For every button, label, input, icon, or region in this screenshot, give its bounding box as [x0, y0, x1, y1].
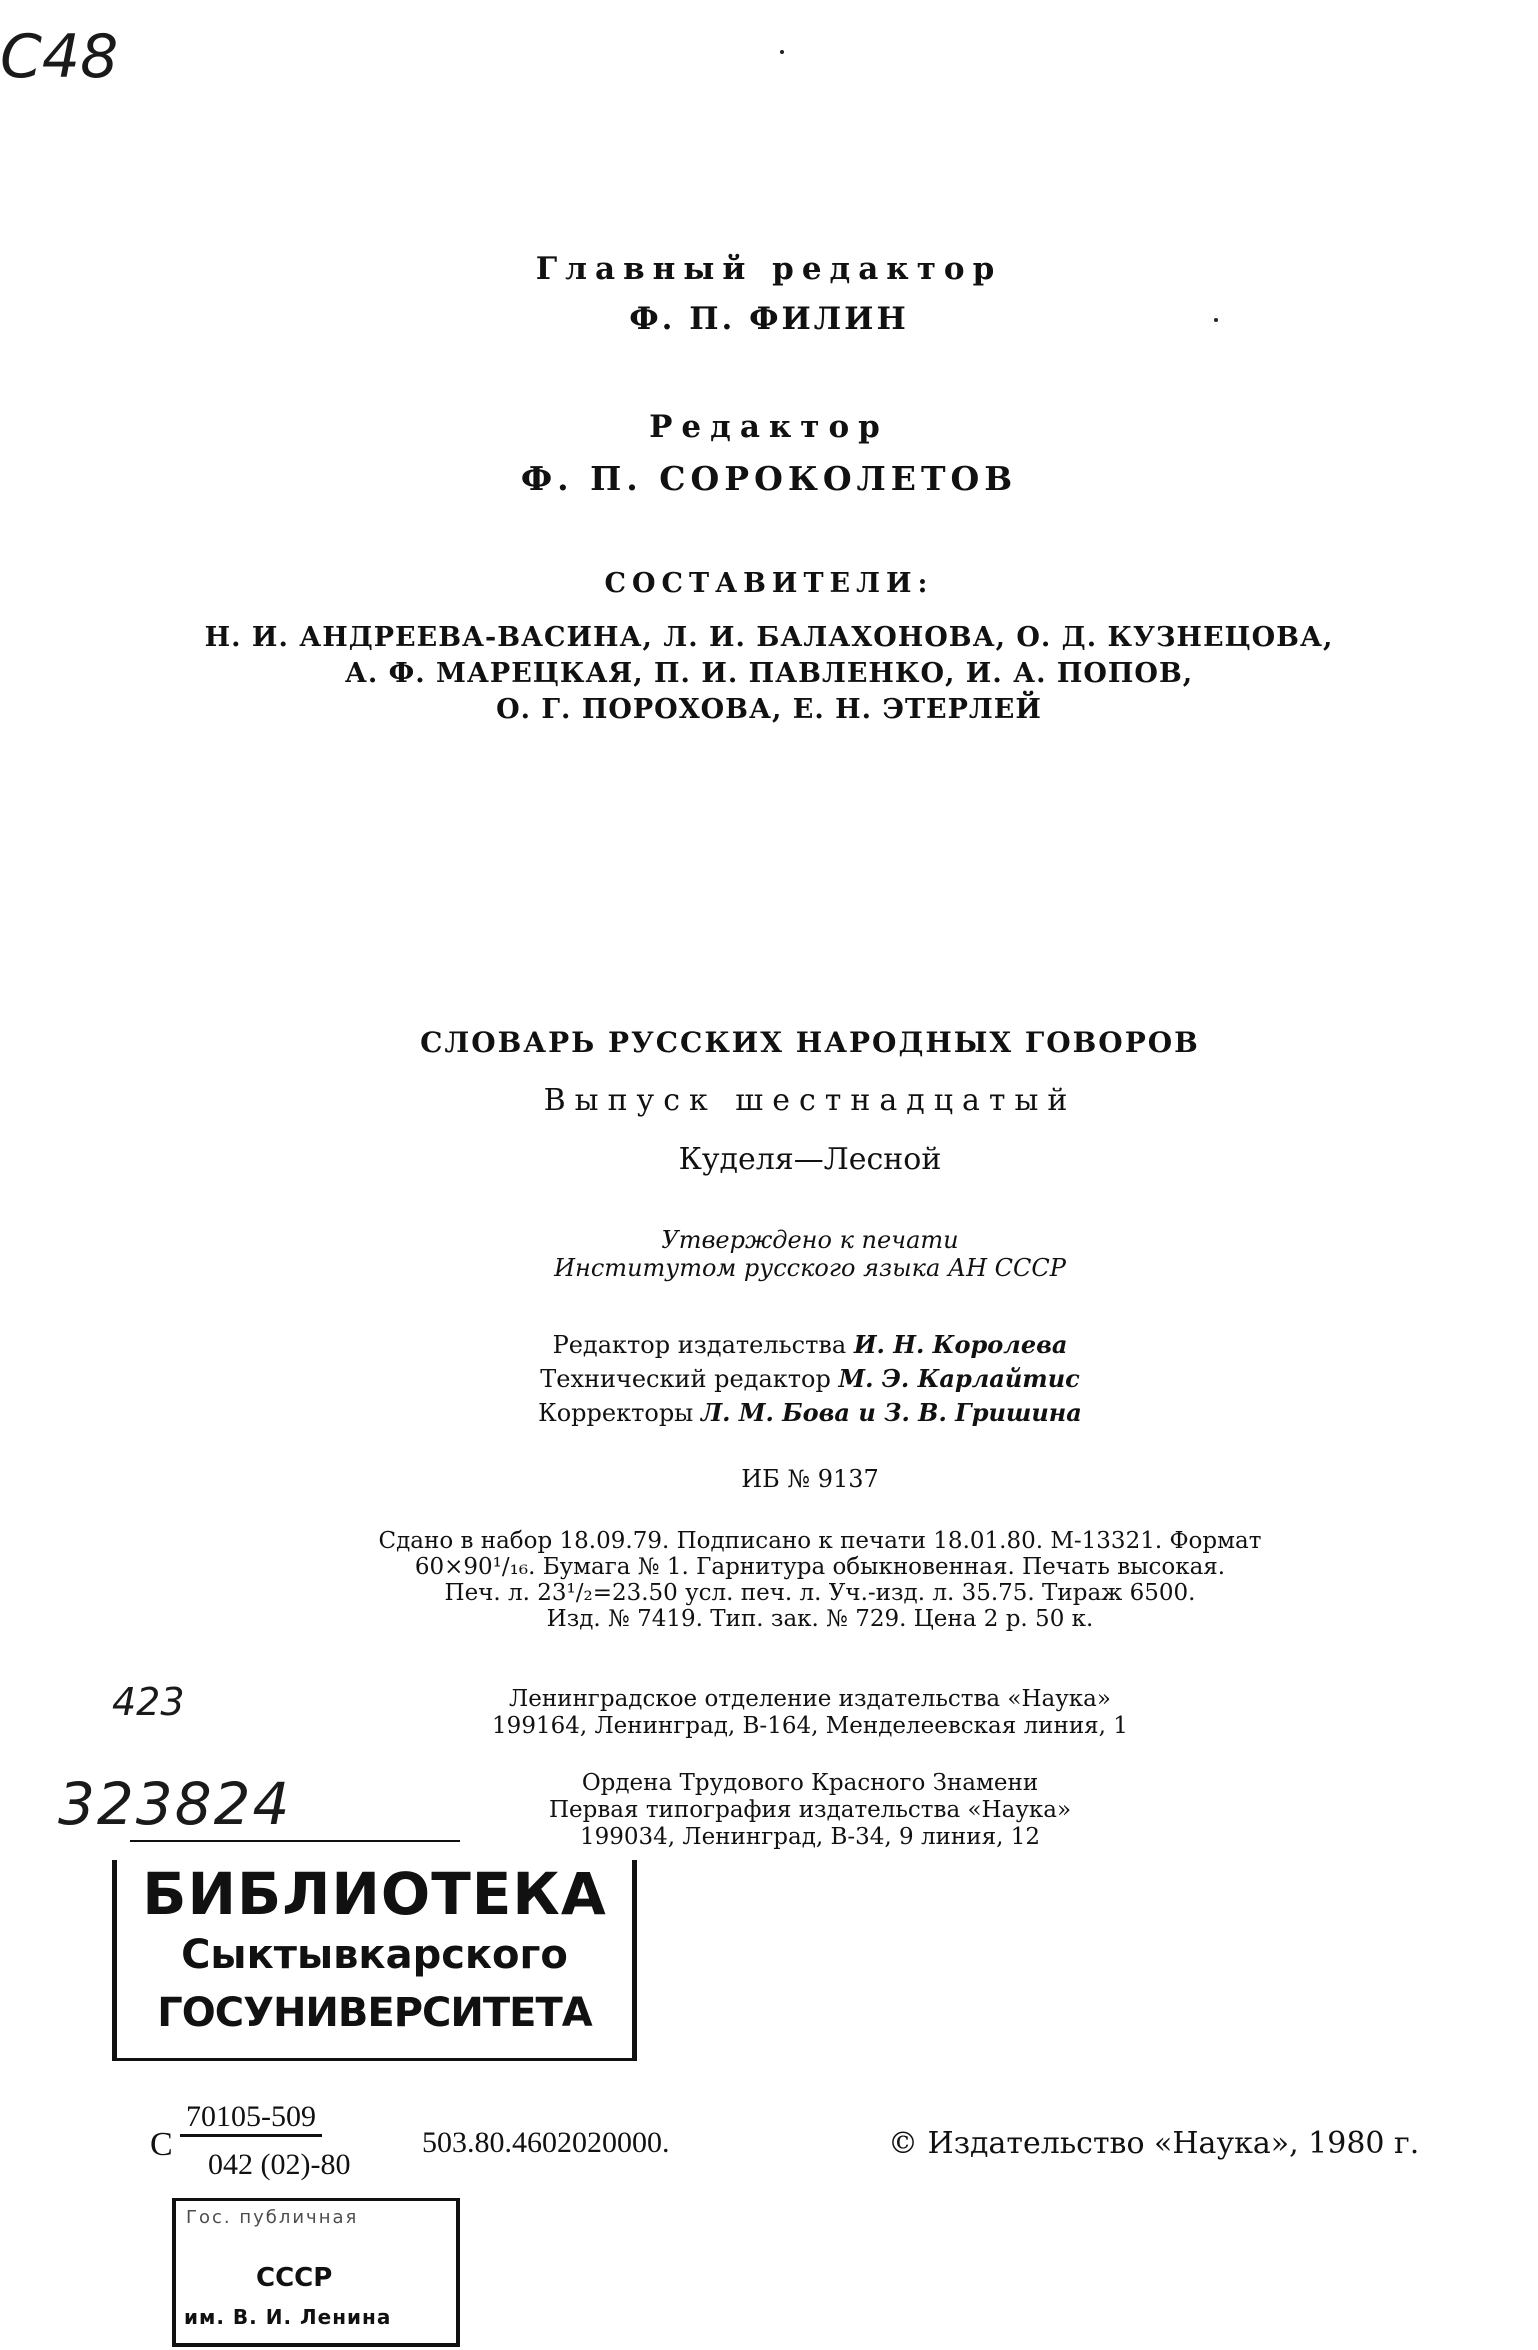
book-title: СЛОВАРЬ РУССКИХ НАРОДНЫХ ГОВОРОВ — [420, 1026, 1200, 1059]
small-stamp-line-3: им. В. И. Ленина — [184, 2305, 392, 2329]
small-stamp-line-1: Гос. публичная — [186, 2207, 359, 2228]
chief-editor-label: Главный редактор — [535, 251, 1003, 287]
small-stamp-line-2: СССР — [256, 2263, 333, 2293]
staff-publishing-editor — [0, 1330, 1538, 1360]
staff-technical-editor — [0, 1364, 1538, 1394]
editor-label: Редактор — [649, 409, 889, 445]
small-library-stamp — [172, 2198, 460, 2347]
code-prefix: С — [150, 2126, 173, 2163]
printer-line-1: Ордена Трудового Красного Знамени — [581, 1770, 1039, 1796]
compilers-line-3: О. Г. ПОРОХОВА, Е. Н. ЭТЕРЛЕЙ — [496, 694, 1042, 725]
book-range: Куделя—Лесной — [678, 1142, 942, 1177]
library-stamp-line-2: Сыктывкарского — [181, 1932, 568, 1978]
handwritten-side-mark: 423 — [112, 1680, 185, 1724]
library-stamp-line-1: БИБЛИОТЕКА — [142, 1860, 607, 1928]
code-suffix: 503.80.4602020000. — [422, 2126, 670, 2159]
printer-line-3: 199034, Ленинград, В-34, 9 линия, 12 — [580, 1824, 1040, 1850]
staff-name: Л. М. Бова и З. В. Гришина — [700, 1398, 1082, 1427]
speck — [780, 50, 784, 54]
compilers-label: СОСТАВИТЕЛИ: — [604, 568, 934, 599]
code-numerator: 70105-509 — [180, 2100, 322, 2137]
code-denominator: 042 (02)-80 — [208, 2148, 351, 2181]
publisher-line-1: Ленинградское отделение издательства «Наука» — [509, 1686, 1111, 1712]
staff-name: М. Э. Карлайтис — [838, 1364, 1080, 1393]
staff-role: Редактор издательства — [552, 1331, 847, 1359]
editor-name: Ф. П. СОРОКОЛЕТОВ — [520, 459, 1018, 498]
approval-line-2: Институтом русского языка АН СССР — [554, 1254, 1066, 1282]
staff-name: И. Н. Королева — [853, 1330, 1068, 1359]
staff-role: Технический редактор — [540, 1365, 831, 1393]
speck — [1214, 318, 1218, 322]
print-details-line-3: Печ. л. 23¹/₂=23.50 усл. печ. л. Уч.-изд. л. 35.75. Тираж 6500. — [444, 1580, 1196, 1606]
chief-editor-name: Ф. П. ФИЛИН — [629, 301, 909, 337]
handwritten-corner-mark: С48 — [0, 22, 119, 92]
staff-role: Корректоры — [538, 1399, 694, 1427]
print-details-line-4: Изд. № 7419. Тип. зак. № 729. Цена 2 р. 50 к. — [546, 1606, 1094, 1632]
approval-line-1: Утверждено к печати — [661, 1226, 959, 1254]
ib-number: ИБ № 9137 — [741, 1465, 879, 1493]
printer-line-2: Первая типография издательства «Наука» — [548, 1797, 1072, 1823]
classification-code — [150, 2100, 770, 2190]
handwritten-inventory-number: 323824 — [58, 1770, 292, 1838]
book-issue: Выпуск шестнадцатый — [543, 1083, 1077, 1118]
compilers-line-2: А. Ф. МАРЕЦКАЯ, П. И. ПАВЛЕНКО, И. А. ПОПОВ, — [344, 658, 1194, 689]
print-details-line-1: Сдано в набор 18.09.79. Подписано к печати 18.01.80. М-13321. Формат — [378, 1528, 1262, 1554]
compilers-line-1: Н. И. АНДРЕЕВА-ВАСИНА, Л. И. БАЛАХОНОВА, О. Д. КУЗНЕЦОВА, — [204, 622, 1334, 653]
publisher-line-2: 199164, Ленинград, В-164, Менделеевская линия, 1 — [492, 1713, 1128, 1739]
print-details-line-2: 60×90¹/₁₆. Бумага № 1. Гарнитура обыкновенная. Печать высокая. — [414, 1554, 1226, 1580]
copyright: © Издательство «Наука», 1980 г. — [888, 2126, 1420, 2161]
library-stamp — [112, 1860, 637, 2061]
staff-correctors — [0, 1398, 1538, 1428]
library-stamp-line-3: ГОСУНИВЕРСИТЕТА — [157, 1990, 592, 2036]
